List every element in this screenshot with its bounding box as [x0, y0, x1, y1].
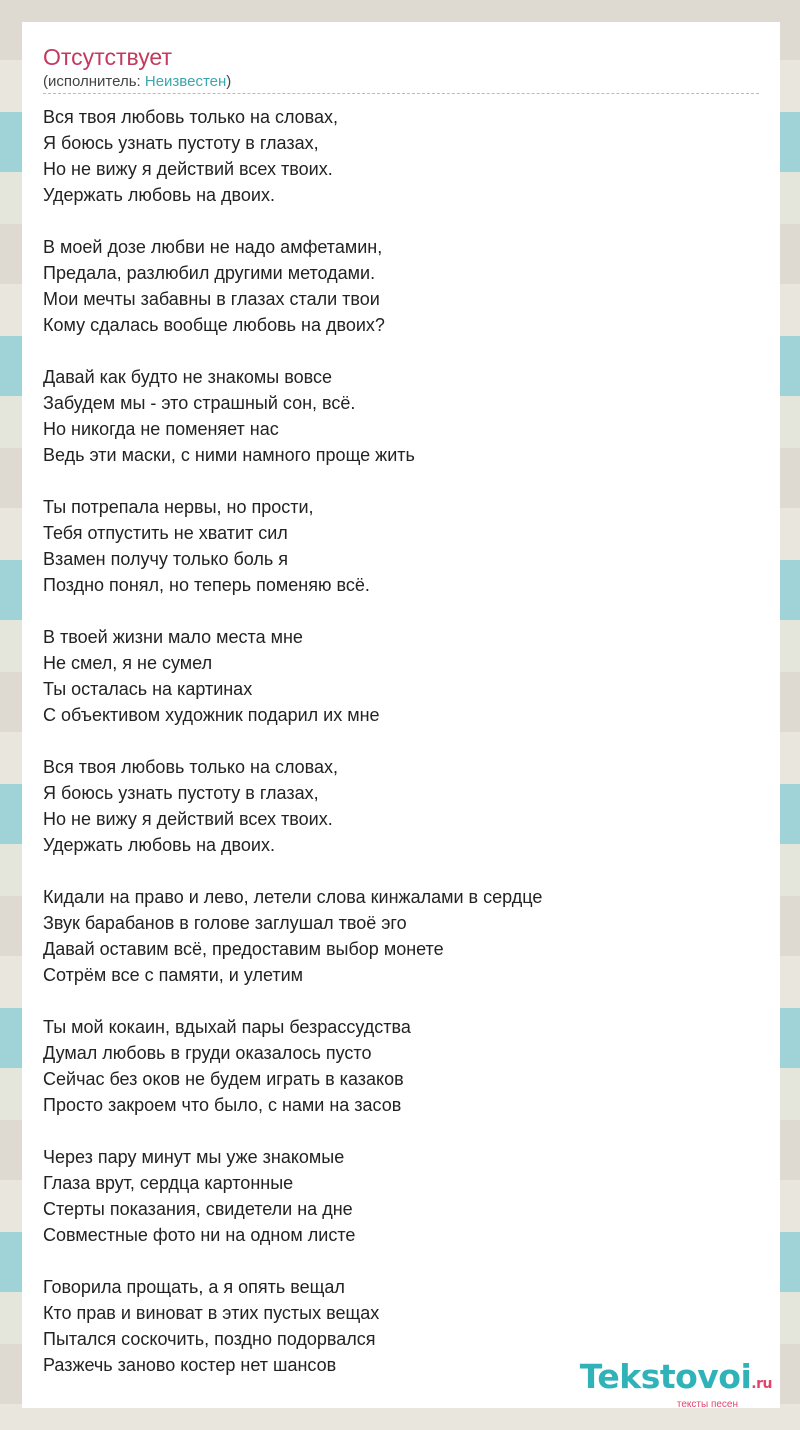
lyric-line: Просто закроем что было, с нами на засов: [43, 1095, 402, 1115]
lyric-line: С объективом художник подарил их мне: [43, 705, 380, 725]
stanza: [43, 364, 759, 468]
lyric-line: Но никогда не поменяет нас: [43, 419, 279, 439]
lyric-line: Я боюсь узнать пустоту в глазах,: [43, 133, 319, 153]
lyric-line: Кто прав и виноват в этих пустых вещах: [43, 1303, 380, 1323]
lyric-line: Вся твоя любовь только на словах,: [43, 757, 339, 777]
lyric-line: Разжечь заново костер нет шансов: [43, 1355, 337, 1375]
lyric-line: В моей дозе любви не надо амфетамин,: [43, 237, 383, 257]
artist-link[interactable]: Неизвестен: [144, 73, 227, 90]
lyrics-body: [43, 104, 759, 1404]
lyric-line: Говорила прощать, а я опять вещал: [43, 1277, 345, 1297]
title-divider: [43, 93, 759, 94]
lyric-line: Но не вижу я действий всех твоих.: [43, 809, 333, 829]
lyric-line: Кому сдалась вообще любовь на двоих?: [43, 315, 385, 335]
lyric-line: Вся твоя любовь только на словах,: [43, 107, 339, 127]
lyric-line: Совместные фото ни на одном листе: [43, 1225, 356, 1245]
stanza: [43, 104, 759, 208]
lyric-line: Стерты показания, свидетели на дне: [43, 1199, 353, 1219]
lyric-line: Пытался соскочить, поздно подорвался: [43, 1329, 376, 1349]
lyric-line: Я боюсь узнать пустоту в глазах,: [43, 783, 319, 803]
lyric-line: Звук барабанов в голове заглушал твоё эго: [43, 913, 407, 933]
performer-prefix: (исполнитель:: [43, 73, 145, 90]
lyric-line: Кидали на право и лево, летели слова кинжалами в сердце: [43, 887, 543, 907]
lyric-line: Давай оставим всё, предоставим выбор монете: [43, 939, 444, 959]
logo-tld: .ru: [751, 1376, 772, 1392]
lyric-line: Ты осталась на картинах: [43, 679, 253, 699]
lyric-line: Глаза врут, сердца картонные: [43, 1173, 294, 1193]
logo-name: Tekstovoi: [579, 1357, 752, 1396]
lyric-line: Удержать любовь на двоих.: [43, 835, 275, 855]
lyric-line: Сотрём все с памяти, и улетим: [43, 965, 304, 985]
stanza: [43, 754, 759, 858]
stanza: [43, 494, 759, 598]
lyric-line: Давай как будто не знакомы вовсе: [43, 367, 332, 387]
stanza: [43, 1144, 759, 1248]
lyric-line: Ты мой кокаин, вдыхай пары безрассудства: [43, 1017, 411, 1037]
lyrics-card: [22, 22, 780, 1408]
lyric-line: Тебя отпустить не хватит сил: [43, 523, 288, 543]
lyric-line: В твоей жизни мало места мне: [43, 627, 303, 647]
lyric-line: Мои мечты забавны в глазах стали твои: [43, 289, 380, 309]
lyric-line: Взамен получу только боль я: [43, 549, 289, 569]
song-title: Отсутствует: [43, 44, 172, 70]
lyric-line: Забудем мы - это страшный сон, всё.: [43, 393, 356, 413]
lyric-line: Думал любовь в груди оказалось пусто: [43, 1043, 372, 1063]
lyric-line: Через пару минут мы уже знакомые: [43, 1147, 345, 1167]
performer-suffix: ): [226, 73, 232, 90]
lyric-line: Ты потрепала нервы, но прости,: [43, 497, 314, 517]
stanza: [43, 1014, 759, 1118]
stanza: [43, 884, 759, 988]
site-logo[interactable]: [579, 1357, 772, 1410]
stanza: [43, 234, 759, 338]
logo-tagline: тексты песен: [676, 1399, 738, 1410]
lyric-line: Предала, разлюбил другими методами.: [43, 263, 376, 283]
performer-line: [43, 72, 231, 92]
lyric-line: Ведь эти маски, с ними намного проще жить: [43, 445, 415, 465]
lyric-line: Поздно понял, но теперь поменяю всё.: [43, 575, 370, 595]
lyric-line: Удержать любовь на двоих.: [43, 185, 275, 205]
lyric-line: Сейчас без оков не будем играть в казаков: [43, 1069, 404, 1089]
logo-wordmark: [579, 1357, 772, 1401]
lyric-line: Но не вижу я действий всех твоих.: [43, 159, 333, 179]
stanza: [43, 624, 759, 728]
lyric-line: Не смел, я не сумел: [43, 653, 213, 673]
